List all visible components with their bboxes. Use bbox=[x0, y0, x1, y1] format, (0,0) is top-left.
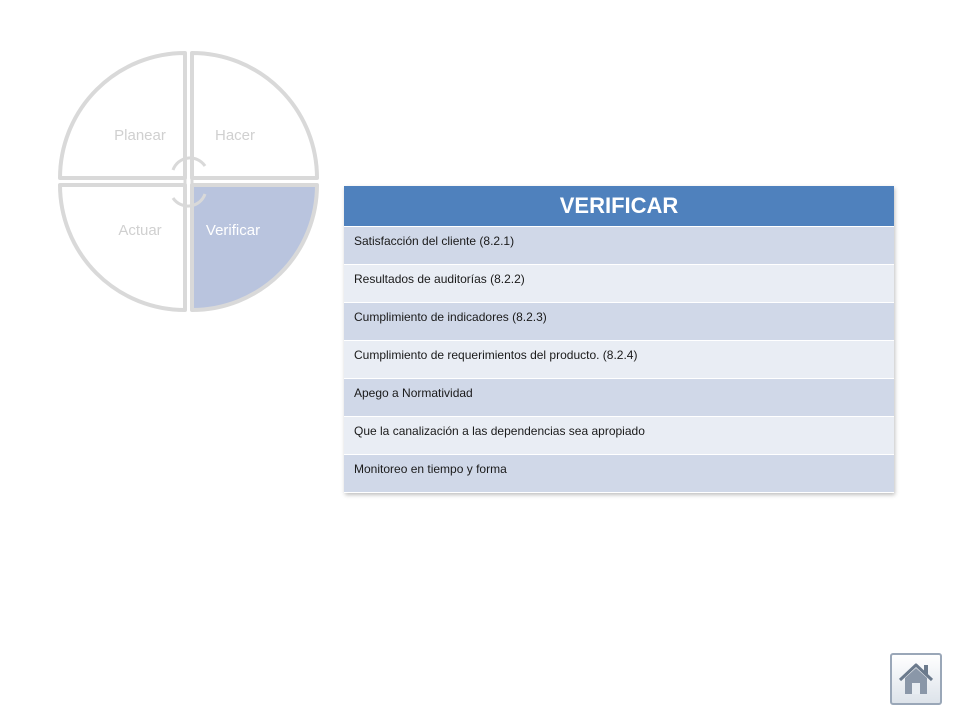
quadrant-planear bbox=[60, 53, 185, 178]
home-icon bbox=[897, 660, 935, 698]
table-header: VERIFICAR bbox=[344, 186, 894, 227]
quadrant-label-actuar: Actuar bbox=[118, 222, 162, 239]
table-row: Satisfacción del cliente (8.2.1) bbox=[344, 227, 894, 265]
quadrant-label-planear: Planear bbox=[114, 127, 166, 144]
quadrant-verificar bbox=[192, 185, 317, 310]
quadrant-label-verificar: Verificar bbox=[205, 222, 261, 239]
home-button[interactable] bbox=[890, 653, 942, 705]
table-row: Monitoreo en tiempo y forma bbox=[344, 455, 894, 493]
table-row: Cumplimiento de indicadores (8.2.3) bbox=[344, 303, 894, 341]
pdca-cycle-svg bbox=[55, 48, 325, 318]
pdca-cycle-diagram bbox=[55, 48, 325, 318]
quadrant-label-hacer: Hacer bbox=[214, 127, 256, 144]
table-row: Que la canalización a las dependencias sea apropiado bbox=[344, 417, 894, 455]
quadrant-actuar bbox=[60, 185, 185, 310]
table-row: Apego a Normatividad bbox=[344, 379, 894, 417]
quadrant-hacer bbox=[192, 53, 317, 178]
verificar-table bbox=[344, 186, 894, 493]
table-row: Resultados de auditorías (8.2.2) bbox=[344, 265, 894, 303]
table-row: Cumplimiento de requerimientos del producto. (8.2.4) bbox=[344, 341, 894, 379]
